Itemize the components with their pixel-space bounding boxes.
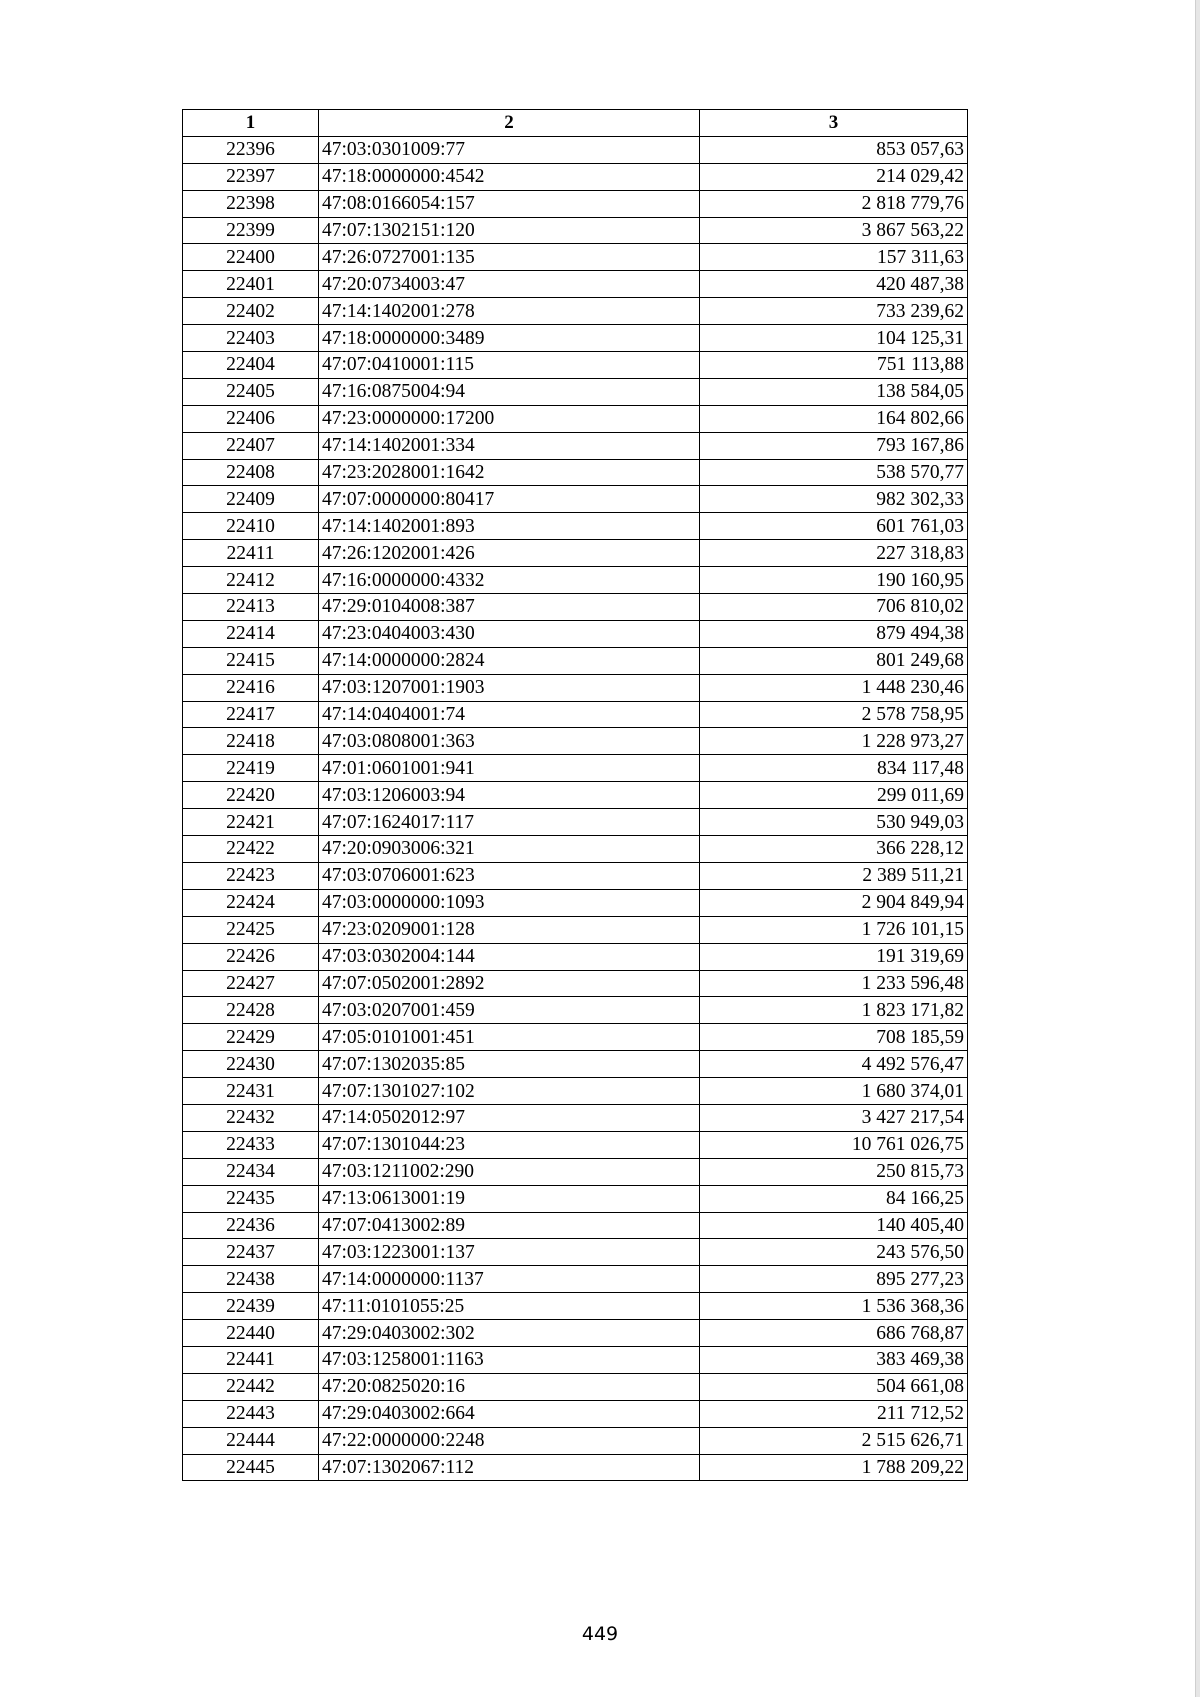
table-row bbox=[183, 674, 968, 701]
row-number-cell: 22399 bbox=[183, 217, 319, 244]
table-row bbox=[183, 432, 968, 459]
cadastral-number-cell: 47:07:1301044:23 bbox=[319, 1131, 700, 1158]
row-number-cell: 22424 bbox=[183, 889, 319, 916]
row-number-cell: 22442 bbox=[183, 1373, 319, 1400]
value-cell: 879 494,38 bbox=[700, 620, 968, 647]
cadastral-number-cell: 47:03:1206003:94 bbox=[319, 782, 700, 809]
row-number-cell: 22440 bbox=[183, 1320, 319, 1347]
table-body bbox=[183, 136, 968, 1481]
table-row bbox=[183, 943, 968, 970]
table-row bbox=[183, 1212, 968, 1239]
table-row bbox=[183, 459, 968, 486]
page-edge bbox=[1195, 0, 1200, 1697]
row-number-cell: 22433 bbox=[183, 1131, 319, 1158]
cadastral-number-cell: 47:16:0875004:94 bbox=[319, 378, 700, 405]
cadastral-number-cell: 47:07:0413002:89 bbox=[319, 1212, 700, 1239]
row-number-cell: 22431 bbox=[183, 1078, 319, 1105]
table-row bbox=[183, 1078, 968, 1105]
value-cell: 299 011,69 bbox=[700, 782, 968, 809]
table-row bbox=[183, 1131, 968, 1158]
cadastral-number-cell: 47:29:0403002:302 bbox=[319, 1320, 700, 1347]
value-cell: 84 166,25 bbox=[700, 1185, 968, 1212]
cadastral-number-cell: 47:18:0000000:3489 bbox=[319, 325, 700, 352]
value-cell: 1 536 368,36 bbox=[700, 1293, 968, 1320]
cadastral-number-cell: 47:03:0808001:363 bbox=[319, 728, 700, 755]
table-row bbox=[183, 378, 968, 405]
table-row bbox=[183, 889, 968, 916]
value-cell: 2 389 511,21 bbox=[700, 862, 968, 889]
value-cell: 10 761 026,75 bbox=[700, 1131, 968, 1158]
cadastral-number-cell: 47:07:1624017:117 bbox=[319, 809, 700, 836]
page-number: 449 bbox=[581, 1623, 619, 1645]
row-number-cell: 22421 bbox=[183, 809, 319, 836]
header-row bbox=[183, 110, 968, 137]
cadastral-number-cell: 47:23:0209001:128 bbox=[319, 916, 700, 943]
cadastral-number-cell: 47:14:1402001:893 bbox=[319, 513, 700, 540]
table-row bbox=[183, 809, 968, 836]
row-number-cell: 22434 bbox=[183, 1158, 319, 1185]
table-header bbox=[183, 110, 968, 137]
cadastral-number-cell: 47:14:0000000:1137 bbox=[319, 1266, 700, 1293]
table-row bbox=[183, 1239, 968, 1266]
cadastral-value-table bbox=[182, 109, 968, 1481]
cadastral-number-cell: 47:07:0502001:2892 bbox=[319, 970, 700, 997]
cadastral-number-cell: 47:20:0825020:16 bbox=[319, 1373, 700, 1400]
table-row bbox=[183, 1373, 968, 1400]
value-cell: 686 768,87 bbox=[700, 1320, 968, 1347]
row-number-cell: 22439 bbox=[183, 1293, 319, 1320]
table-row bbox=[183, 1293, 968, 1320]
row-number-cell: 22404 bbox=[183, 352, 319, 379]
row-number-cell: 22410 bbox=[183, 513, 319, 540]
cadastral-number-cell: 47:18:0000000:4542 bbox=[319, 163, 700, 190]
table-row bbox=[183, 486, 968, 513]
table-row bbox=[183, 862, 968, 889]
row-number-cell: 22407 bbox=[183, 432, 319, 459]
table-row bbox=[183, 728, 968, 755]
value-cell: 1 726 101,15 bbox=[700, 916, 968, 943]
cadastral-number-cell: 47:03:0706001:623 bbox=[319, 862, 700, 889]
row-number-cell: 22405 bbox=[183, 378, 319, 405]
row-number-cell: 22417 bbox=[183, 701, 319, 728]
table-row bbox=[183, 1266, 968, 1293]
cadastral-number-cell: 47:03:0207001:459 bbox=[319, 997, 700, 1024]
cadastral-number-cell: 47:23:0404003:430 bbox=[319, 620, 700, 647]
cadastral-number-cell: 47:07:1302067:112 bbox=[319, 1454, 700, 1481]
value-cell: 157 311,63 bbox=[700, 244, 968, 271]
row-number-cell: 22397 bbox=[183, 163, 319, 190]
cadastral-number-cell: 47:20:0903006:321 bbox=[319, 836, 700, 863]
value-cell: 1 448 230,46 bbox=[700, 674, 968, 701]
table-row bbox=[183, 594, 968, 621]
table-row bbox=[183, 163, 968, 190]
cadastral-number-cell: 47:14:0404001:74 bbox=[319, 701, 700, 728]
value-cell: 366 228,12 bbox=[700, 836, 968, 863]
value-cell: 214 029,42 bbox=[700, 163, 968, 190]
row-number-cell: 22418 bbox=[183, 728, 319, 755]
table-row bbox=[183, 1346, 968, 1373]
table-row bbox=[183, 244, 968, 271]
cadastral-number-cell: 47:03:1211002:290 bbox=[319, 1158, 700, 1185]
cadastral-number-cell: 47:16:0000000:4332 bbox=[319, 567, 700, 594]
row-number-cell: 22415 bbox=[183, 647, 319, 674]
cadastral-number-cell: 47:23:0000000:17200 bbox=[319, 405, 700, 432]
value-cell: 211 712,52 bbox=[700, 1400, 968, 1427]
cadastral-number-cell: 47:13:0613001:19 bbox=[319, 1185, 700, 1212]
row-number-cell: 22396 bbox=[183, 136, 319, 163]
row-number-cell: 22402 bbox=[183, 298, 319, 325]
value-cell: 104 125,31 bbox=[700, 325, 968, 352]
cadastral-number-cell: 47:07:1302035:85 bbox=[319, 1051, 700, 1078]
table-row bbox=[183, 513, 968, 540]
value-cell: 751 113,88 bbox=[700, 352, 968, 379]
table-row bbox=[183, 1320, 968, 1347]
value-cell: 834 117,48 bbox=[700, 755, 968, 782]
table-row bbox=[183, 782, 968, 809]
cadastral-number-cell: 47:22:0000000:2248 bbox=[319, 1427, 700, 1454]
row-number-cell: 22441 bbox=[183, 1346, 319, 1373]
row-number-cell: 22443 bbox=[183, 1400, 319, 1427]
row-number-cell: 22427 bbox=[183, 970, 319, 997]
value-cell: 2 904 849,94 bbox=[700, 889, 968, 916]
cadastral-number-cell: 47:01:0601001:941 bbox=[319, 755, 700, 782]
cadastral-number-cell: 47:05:0101001:451 bbox=[319, 1024, 700, 1051]
table-row bbox=[183, 405, 968, 432]
table-row bbox=[183, 647, 968, 674]
value-cell: 3 867 563,22 bbox=[700, 217, 968, 244]
row-number-cell: 22400 bbox=[183, 244, 319, 271]
value-cell: 895 277,23 bbox=[700, 1266, 968, 1293]
table-row bbox=[183, 567, 968, 594]
table-row bbox=[183, 701, 968, 728]
cadastral-number-cell: 47:07:1302151:120 bbox=[319, 217, 700, 244]
value-cell: 530 949,03 bbox=[700, 809, 968, 836]
value-cell: 383 469,38 bbox=[700, 1346, 968, 1373]
row-number-cell: 22429 bbox=[183, 1024, 319, 1051]
table-row bbox=[183, 1454, 968, 1481]
cadastral-number-cell: 47:14:0000000:2824 bbox=[319, 647, 700, 674]
row-number-cell: 22430 bbox=[183, 1051, 319, 1078]
table-row bbox=[183, 1158, 968, 1185]
row-number-cell: 22408 bbox=[183, 459, 319, 486]
row-number-cell: 22438 bbox=[183, 1266, 319, 1293]
row-number-cell: 22406 bbox=[183, 405, 319, 432]
cadastral-number-cell: 47:26:1202001:426 bbox=[319, 540, 700, 567]
table-row bbox=[183, 997, 968, 1024]
table-row bbox=[183, 1185, 968, 1212]
table-row bbox=[183, 271, 968, 298]
column-header-2: 2 bbox=[319, 110, 700, 137]
value-cell: 733 239,62 bbox=[700, 298, 968, 325]
cadastral-number-cell: 47:03:0301009:77 bbox=[319, 136, 700, 163]
cadastral-number-cell: 47:07:0410001:115 bbox=[319, 352, 700, 379]
cadastral-number-cell: 47:03:0302004:144 bbox=[319, 943, 700, 970]
cadastral-number-cell: 47:07:0000000:80417 bbox=[319, 486, 700, 513]
value-cell: 982 302,33 bbox=[700, 486, 968, 513]
table-row bbox=[183, 190, 968, 217]
table-row bbox=[183, 836, 968, 863]
value-cell: 1 233 596,48 bbox=[700, 970, 968, 997]
row-number-cell: 22435 bbox=[183, 1185, 319, 1212]
cadastral-number-cell: 47:26:0727001:135 bbox=[319, 244, 700, 271]
cadastral-number-cell: 47:03:0000000:1093 bbox=[319, 889, 700, 916]
table-row bbox=[183, 1427, 968, 1454]
value-cell: 2 578 758,95 bbox=[700, 701, 968, 728]
value-cell: 140 405,40 bbox=[700, 1212, 968, 1239]
column-header-1: 1 bbox=[183, 110, 319, 137]
value-cell: 2 818 779,76 bbox=[700, 190, 968, 217]
value-cell: 1 228 973,27 bbox=[700, 728, 968, 755]
row-number-cell: 22416 bbox=[183, 674, 319, 701]
table-row bbox=[183, 755, 968, 782]
table-row bbox=[183, 1051, 968, 1078]
cadastral-number-cell: 47:14:1402001:334 bbox=[319, 432, 700, 459]
row-number-cell: 22423 bbox=[183, 862, 319, 889]
value-cell: 706 810,02 bbox=[700, 594, 968, 621]
row-number-cell: 22426 bbox=[183, 943, 319, 970]
table-row bbox=[183, 970, 968, 997]
table-row bbox=[183, 620, 968, 647]
cadastral-number-cell: 47:29:0104008:387 bbox=[319, 594, 700, 621]
value-cell: 2 515 626,71 bbox=[700, 1427, 968, 1454]
row-number-cell: 22419 bbox=[183, 755, 319, 782]
row-number-cell: 22401 bbox=[183, 271, 319, 298]
value-cell: 793 167,86 bbox=[700, 432, 968, 459]
row-number-cell: 22413 bbox=[183, 594, 319, 621]
value-cell: 190 160,95 bbox=[700, 567, 968, 594]
value-cell: 1 823 171,82 bbox=[700, 997, 968, 1024]
row-number-cell: 22398 bbox=[183, 190, 319, 217]
value-cell: 191 319,69 bbox=[700, 943, 968, 970]
row-number-cell: 22436 bbox=[183, 1212, 319, 1239]
value-cell: 420 487,38 bbox=[700, 271, 968, 298]
cadastral-number-cell: 47:14:1402001:278 bbox=[319, 298, 700, 325]
value-cell: 227 318,83 bbox=[700, 540, 968, 567]
value-cell: 3 427 217,54 bbox=[700, 1104, 968, 1131]
value-cell: 138 584,05 bbox=[700, 378, 968, 405]
value-cell: 853 057,63 bbox=[700, 136, 968, 163]
value-cell: 504 661,08 bbox=[700, 1373, 968, 1400]
table-row bbox=[183, 916, 968, 943]
cadastral-number-cell: 47:14:0502012:97 bbox=[319, 1104, 700, 1131]
value-cell: 164 802,66 bbox=[700, 405, 968, 432]
row-number-cell: 22425 bbox=[183, 916, 319, 943]
table-row bbox=[183, 325, 968, 352]
value-cell: 1 680 374,01 bbox=[700, 1078, 968, 1105]
value-cell: 708 185,59 bbox=[700, 1024, 968, 1051]
table-row bbox=[183, 1104, 968, 1131]
table-row bbox=[183, 540, 968, 567]
cadastral-number-cell: 47:03:1207001:1903 bbox=[319, 674, 700, 701]
value-cell: 250 815,73 bbox=[700, 1158, 968, 1185]
value-cell: 1 788 209,22 bbox=[700, 1454, 968, 1481]
value-cell: 538 570,77 bbox=[700, 459, 968, 486]
row-number-cell: 22414 bbox=[183, 620, 319, 647]
row-number-cell: 22444 bbox=[183, 1427, 319, 1454]
row-number-cell: 22445 bbox=[183, 1454, 319, 1481]
cadastral-number-cell: 47:08:0166054:157 bbox=[319, 190, 700, 217]
row-number-cell: 22409 bbox=[183, 486, 319, 513]
value-cell: 601 761,03 bbox=[700, 513, 968, 540]
row-number-cell: 22422 bbox=[183, 836, 319, 863]
table-row bbox=[183, 298, 968, 325]
column-header-3: 3 bbox=[700, 110, 968, 137]
cadastral-number-cell: 47:23:2028001:1642 bbox=[319, 459, 700, 486]
row-number-cell: 22432 bbox=[183, 1104, 319, 1131]
value-cell: 801 249,68 bbox=[700, 647, 968, 674]
table-row bbox=[183, 1024, 968, 1051]
cadastral-number-cell: 47:03:1258001:1163 bbox=[319, 1346, 700, 1373]
row-number-cell: 22412 bbox=[183, 567, 319, 594]
cadastral-number-cell: 47:03:1223001:137 bbox=[319, 1239, 700, 1266]
row-number-cell: 22437 bbox=[183, 1239, 319, 1266]
cadastral-number-cell: 47:07:1301027:102 bbox=[319, 1078, 700, 1105]
table-row bbox=[183, 136, 968, 163]
row-number-cell: 22420 bbox=[183, 782, 319, 809]
cadastral-number-cell: 47:11:0101055:25 bbox=[319, 1293, 700, 1320]
value-cell: 4 492 576,47 bbox=[700, 1051, 968, 1078]
row-number-cell: 22403 bbox=[183, 325, 319, 352]
table-row bbox=[183, 217, 968, 244]
value-cell: 243 576,50 bbox=[700, 1239, 968, 1266]
row-number-cell: 22428 bbox=[183, 997, 319, 1024]
cadastral-number-cell: 47:29:0403002:664 bbox=[319, 1400, 700, 1427]
table-row bbox=[183, 1400, 968, 1427]
cadastral-number-cell: 47:20:0734003:47 bbox=[319, 271, 700, 298]
table-row bbox=[183, 352, 968, 379]
row-number-cell: 22411 bbox=[183, 540, 319, 567]
